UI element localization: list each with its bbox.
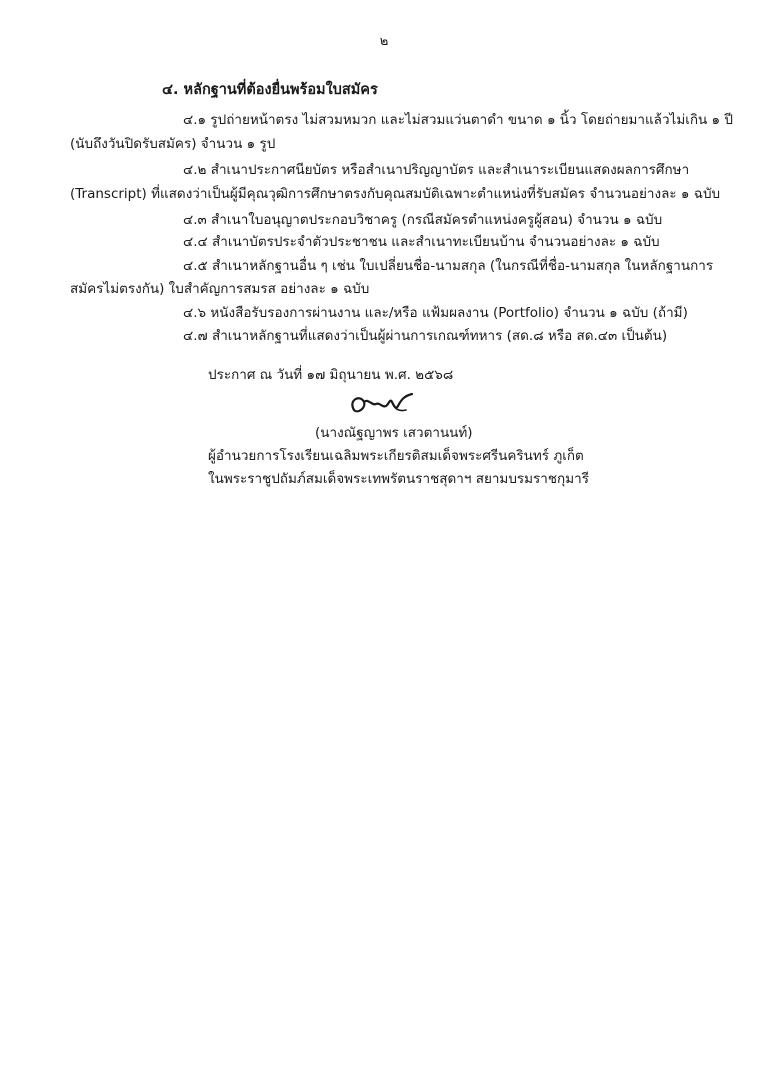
signatory-name: (นางณัฐญาพร เสวตานนท์) [315,425,473,441]
item-4-5-line1: ๔.๕ สำเนาหลักฐานอื่น ๆ เช่น ใบเปลี่ยนชื่อ-นามสกุล (ในกรณีที่ชื่อ-นามสกุล ในหลักฐานการ [183,258,714,274]
signatory-title-line1: ผู้อำนวยการโรงเรียนเฉลิมพระเกียรติสมเด็จพระศรีนครินทร์ ภูเก็ต [208,448,584,464]
item-4-1-line2: (นับถึงวันปิดรับสมัคร) จำนวน ๑ รูป [70,136,276,152]
handwritten-signature-icon [346,388,416,420]
item-4-7: ๔.๗ สำเนาหลักฐานที่แสดงว่าเป็นผู้ผ่านการเกณฑ์ทหาร (สด.๘ หรือ สด.๔๓ เป็นต้น) [183,328,668,344]
item-4-3: ๔.๓ สำเนาใบอนุญาตประกอบวิชาครู (กรณีสมัครตำแหน่งครูผู้สอน) จำนวน ๑ ฉบับ [183,212,663,228]
item-4-6: ๔.๖ หนังสือรับรองการผ่านงาน และ/หรือ แฟ้มผลงาน (Portfolio) จำนวน ๑ ฉบับ (ถ้ามี) [183,305,688,321]
section-heading: ๔. หลักฐานที่ต้องยื่นพร้อมใบสมัคร [162,82,378,98]
page-number: ๒ [379,34,389,49]
item-4-2-line1: ๔.๒ สำเนาประกาศนียบัตร หรือสำเนาปริญญาบัตร และสำเนาระเบียนแสดงผลการศึกษา [183,162,690,178]
signatory-title-line2: ในพระราชูปถัมภ์สมเด็จพระเทพรัตนราชสุดาฯ สยามบรมราชกุมารี [208,471,589,487]
item-4-4: ๔.๔ สำเนาบัตรประจำตัวประชาชน และสำเนาทะเบียนบ้าน จำนวนอย่างละ ๑ ฉบับ [183,234,660,250]
item-4-1-line1: ๔.๑ รูปถ่ายหน้าตรง ไม่สวมหมวก และไม่สวมแว่นตาดำ ขนาด ๑ นิ้ว โดยถ่ายมาแล้วไม่เกิน ๑ ปี [183,112,733,128]
announcement-date: ประกาศ ณ วันที่ ๑๗ มิถุนายน พ.ศ. ๒๕๖๘ [208,367,454,383]
item-4-5-line2: สมัครไม่ตรงกัน) ใบสำคัญการสมรส อย่างละ ๑ ฉบับ [70,281,370,297]
item-4-2-line2: (Transcript) ที่แสดงว่าเป็นผู้มีคุณวุฒิการศึกษาตรงกับคุณสมบัติเฉพาะตำแหน่งที่รับสมัคร จำนวนอย่างละ ๑ ฉบับ [70,186,721,202]
